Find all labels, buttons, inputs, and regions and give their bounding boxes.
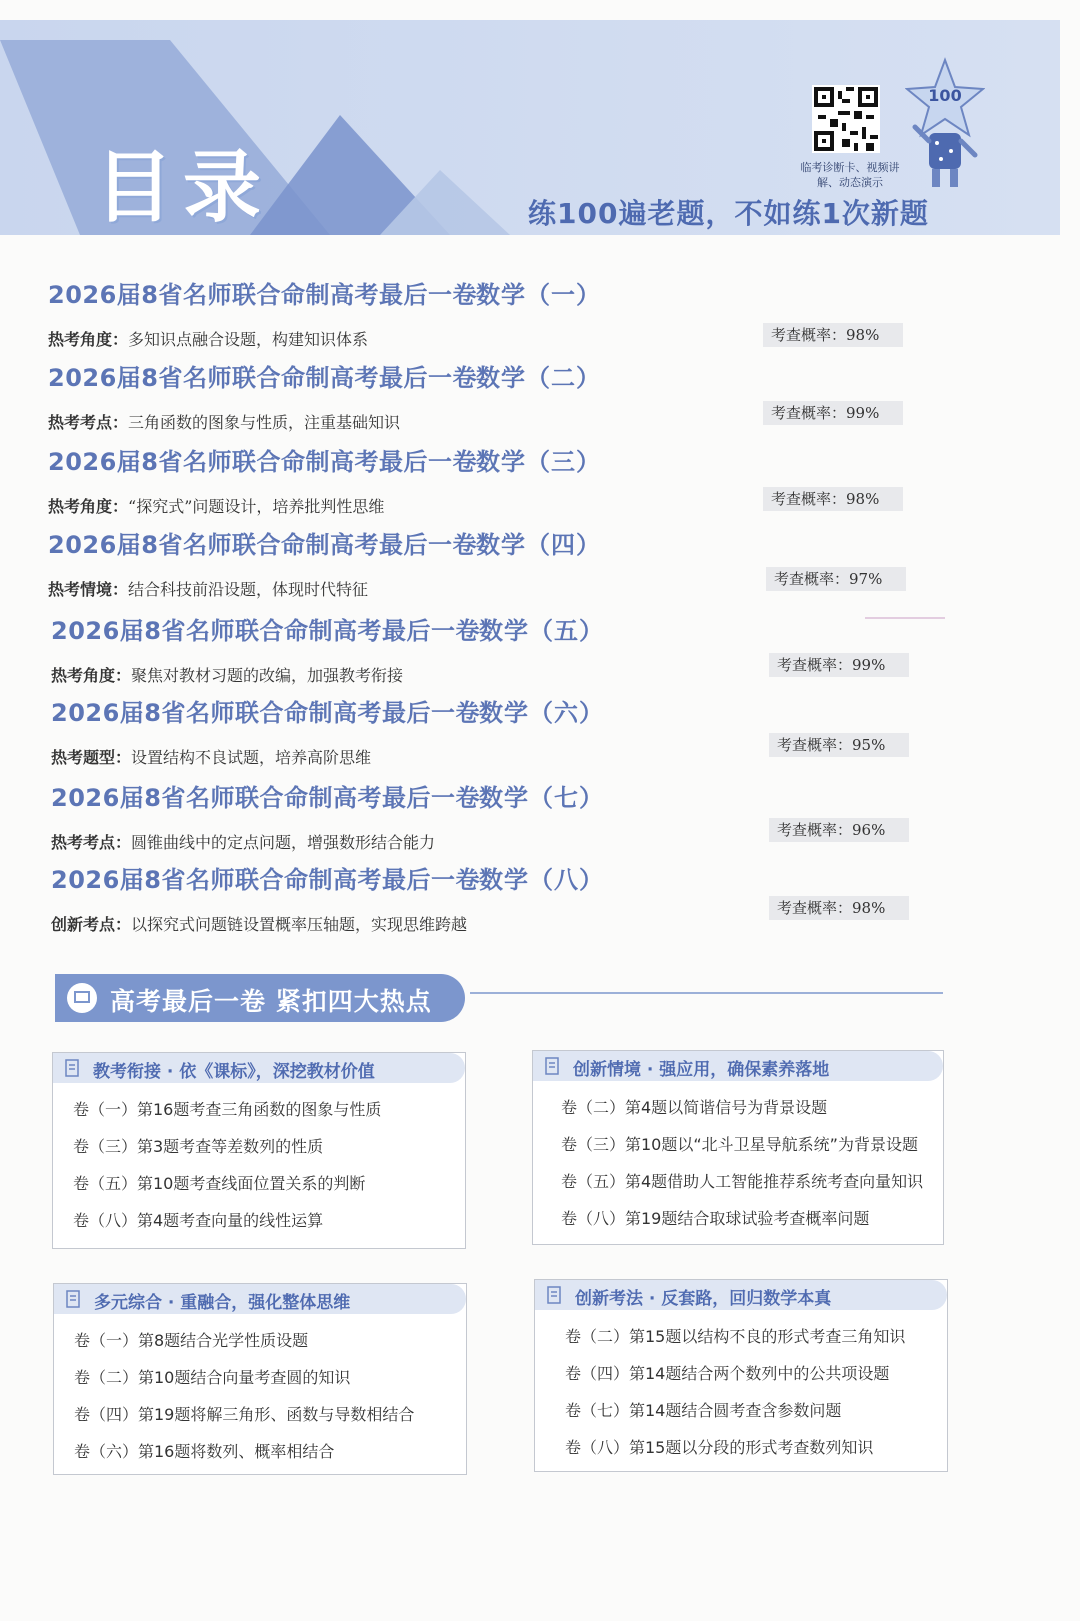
slogan: 练100遍老题，不如练1次新题 xyxy=(528,197,929,230)
list-item: 卷（六）第16题将数列、概率相结合 xyxy=(74,1442,335,1461)
prob-label: 考查概率： xyxy=(771,490,847,508)
prob-value: 99% xyxy=(852,656,886,674)
box-title: 教考衔接 · 依《课标》，深挖教材价值 xyxy=(93,1062,375,1082)
prob-value: 98% xyxy=(852,899,886,917)
toc-entry[interactable] xyxy=(51,611,1011,691)
box-title: 创新考法 · 反套路，回归数学本真 xyxy=(575,1289,832,1309)
box-title: 多元综合 · 重融合，强化整体思维 xyxy=(94,1293,351,1313)
list-item: 卷（一）第16题考查三角函数的图象与性质 xyxy=(73,1100,382,1119)
entry-desc-text: “探究式”问题设计，培养批判性思维 xyxy=(128,497,385,516)
prob-label: 考查概率： xyxy=(774,570,850,588)
qr-caption: 临考诊断卡、视频讲解、动态演示 xyxy=(800,161,900,189)
entry-description xyxy=(48,410,400,433)
entry-subject: 数学（三） xyxy=(476,448,601,476)
note-icon xyxy=(65,1059,81,1077)
entry-subject: 数学（二） xyxy=(476,364,601,392)
entry-title: 2026届8省名师联合命制高考最后一卷 xyxy=(51,617,480,645)
prob-label: 考查概率： xyxy=(777,821,853,839)
entry-label: 热考情境： xyxy=(48,580,129,599)
entry-description xyxy=(51,912,467,935)
prob-value: 98% xyxy=(846,490,880,508)
divider xyxy=(865,617,945,619)
note-icon xyxy=(547,1286,563,1304)
prob-value: 97% xyxy=(849,570,883,588)
entry-title: 2026届8省名师联合命制高考最后一卷 xyxy=(48,281,477,309)
probability-badge xyxy=(769,733,909,757)
entry-desc-text: 圆锥曲线中的定点问题，增强数形结合能力 xyxy=(131,833,436,852)
probability-badge xyxy=(763,401,903,425)
probability-badge xyxy=(763,323,903,347)
book-icon xyxy=(67,983,97,1013)
entry-subject: 数学（八） xyxy=(479,866,604,894)
toc-entry[interactable] xyxy=(51,693,1011,773)
entry-description xyxy=(48,327,368,350)
box-list xyxy=(565,1326,905,1474)
probability-badge xyxy=(769,896,909,920)
box-list xyxy=(561,1097,923,1245)
entry-label: 热考考点： xyxy=(51,833,132,852)
list-item: 卷（八）第19题结合取球试验考查概率问题 xyxy=(561,1209,870,1228)
entry-label: 热考考点： xyxy=(48,413,129,432)
list-item: 卷（三）第3题考查等差数列的性质 xyxy=(73,1137,324,1156)
entry-title: 2026届8省名师联合命制高考最后一卷 xyxy=(48,448,477,476)
prob-label: 考查概率： xyxy=(771,326,847,344)
probability-badge xyxy=(766,567,906,591)
prob-label: 考查概率： xyxy=(777,736,853,754)
section-divider xyxy=(470,992,943,994)
entry-desc-text: 结合科技前沿设题，体现时代特征 xyxy=(128,580,369,599)
star-mascot-icon xyxy=(905,55,985,195)
prob-value: 95% xyxy=(852,736,886,754)
qr-code-icon[interactable] xyxy=(812,85,880,153)
list-item: 卷（二）第10题结合向量考查圆的知识 xyxy=(74,1368,351,1387)
probability-badge xyxy=(769,818,909,842)
entry-subject: 数学（四） xyxy=(476,531,601,559)
note-icon xyxy=(545,1057,561,1075)
list-item: 卷（一）第8题结合光学性质设题 xyxy=(74,1331,309,1350)
entry-subject: 数学（七） xyxy=(479,784,604,812)
entry-label: 热考角度： xyxy=(48,330,129,349)
list-item: 卷（五）第4题借助人工智能推荐系统考查向量知识 xyxy=(561,1172,924,1191)
box-list xyxy=(73,1099,381,1247)
list-item: 卷（四）第19题将解三角形、函数与导数相结合 xyxy=(74,1405,415,1424)
toc-entry[interactable] xyxy=(48,275,1008,355)
entry-title: 2026届8省名师联合命制高考最后一卷 xyxy=(51,784,480,812)
section-title: 高考最后一卷 紧扣四大热点 xyxy=(110,987,432,1016)
box-list xyxy=(74,1330,414,1478)
toc-entry[interactable] xyxy=(48,442,1008,522)
hotspot-box xyxy=(534,1279,948,1472)
prob-value: 99% xyxy=(846,404,880,422)
hotspot-box xyxy=(52,1052,466,1249)
entry-title: 2026届8省名师联合命制高考最后一卷 xyxy=(48,364,477,392)
toc-entry[interactable] xyxy=(51,778,1011,858)
entry-title: 2026届8省名师联合命制高考最后一卷 xyxy=(51,699,480,727)
toc-entry[interactable] xyxy=(51,860,1011,940)
list-item: 卷（七）第14题结合圆考查含参数问题 xyxy=(565,1401,842,1420)
probability-badge xyxy=(763,487,903,511)
entry-desc-text: 三角函数的图象与性质，注重基础知识 xyxy=(128,413,401,432)
list-item: 卷（八）第15题以分段的形式考查数列知识 xyxy=(565,1438,874,1457)
toc-entry[interactable] xyxy=(48,525,1008,605)
prob-label: 考查概率： xyxy=(777,899,853,917)
entry-label: 热考角度： xyxy=(48,497,129,516)
page-title: 目录 xyxy=(95,143,272,233)
note-icon xyxy=(66,1290,82,1308)
entry-desc-text: 聚焦对教材习题的改编，加强教考衔接 xyxy=(131,666,404,685)
entry-title: 2026届8省名师联合命制高考最后一卷 xyxy=(48,531,477,559)
prob-value: 98% xyxy=(846,326,880,344)
entry-subject: 数学（一） xyxy=(476,281,601,309)
probability-badge xyxy=(769,653,909,677)
entry-title: 2026届8省名师联合命制高考最后一卷 xyxy=(51,866,480,894)
list-item: 卷（二）第4题以简谐信号为背景设题 xyxy=(561,1098,828,1117)
entry-description xyxy=(51,745,371,768)
toc-entry[interactable] xyxy=(48,358,1008,438)
entry-description xyxy=(51,663,403,686)
entry-description xyxy=(51,830,435,853)
entry-subject: 数学（五） xyxy=(479,617,604,645)
list-item: 卷（三）第10题以“北斗卫星导航系统”为背景设题 xyxy=(561,1135,918,1154)
entry-label: 热考角度： xyxy=(51,666,132,685)
svg-text:100: 100 xyxy=(928,86,962,105)
prob-value: 96% xyxy=(852,821,886,839)
entry-description xyxy=(48,577,368,600)
entry-description xyxy=(48,494,384,517)
hotspot-box xyxy=(532,1050,944,1245)
entry-desc-text: 设置结构不良试题，培养高阶思维 xyxy=(131,748,372,767)
list-item: 卷（二）第15题以结构不良的形式考查三角知识 xyxy=(565,1327,906,1346)
list-item: 卷（八）第4题考查向量的线性运算 xyxy=(73,1211,324,1230)
prob-label: 考查概率： xyxy=(777,656,853,674)
list-item: 卷（五）第10题考查线面位置关系的判断 xyxy=(73,1174,366,1193)
entry-desc-text: 多知识点融合设题，构建知识体系 xyxy=(128,330,369,349)
box-header xyxy=(533,1051,943,1081)
section-header xyxy=(55,974,465,1022)
box-header xyxy=(53,1053,465,1083)
box-header xyxy=(535,1280,947,1310)
list-item: 卷（四）第14题结合两个数列中的公共项设题 xyxy=(565,1364,890,1383)
hotspot-box xyxy=(53,1283,467,1475)
box-header xyxy=(54,1284,466,1314)
entry-label: 热考题型： xyxy=(51,748,132,767)
entry-desc-text: 以探究式问题链设置概率压轴题，实现思维跨越 xyxy=(131,915,468,934)
box-title: 创新情境 · 强应用，确保素养落地 xyxy=(573,1060,830,1080)
prob-label: 考查概率： xyxy=(771,404,847,422)
entry-subject: 数学（六） xyxy=(479,699,604,727)
entry-label: 创新考点： xyxy=(51,915,132,934)
